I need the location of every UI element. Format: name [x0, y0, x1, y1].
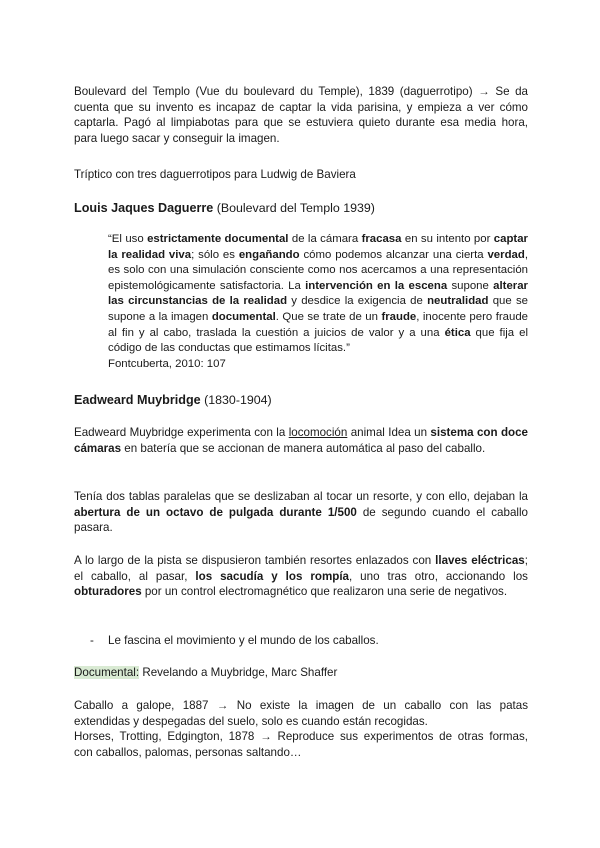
quote-text: de la cámara: [288, 233, 362, 245]
bold-text: abertura de un octavo de pulgada durante 1/500: [74, 505, 357, 519]
paragraph-boulevard-del-templo: [74, 84, 528, 147]
quote-bold: verdad: [487, 248, 525, 261]
text: Eadweard Muybridge experimenta con la: [74, 426, 289, 439]
text-line: para luego sacar y conseguir la imagen.: [74, 132, 280, 146]
quote-bold: engañando: [238, 248, 300, 261]
quote-bold: fracasa: [361, 233, 402, 245]
bullet-item: Le fascina el movimiento y el mundo de los caballos.: [108, 634, 379, 647]
text: por un control electromagnético que realizaron una serie de negativos.: [141, 585, 508, 599]
paragraph-pista: [74, 553, 528, 600]
bold-text: obturadores: [74, 585, 142, 599]
quote-text: supone: [447, 279, 494, 292]
text: en batería que se accionan de manera automática al paso del caballo.: [121, 441, 486, 455]
text-line: extendidas y despegadas del suelo, solo es cuando están recogidas.: [74, 714, 428, 728]
daguerre-subtitle: (Boulevard del Templo 1939): [216, 201, 375, 215]
muybridge-name: Eadweard Muybridge: [74, 393, 201, 407]
paragraph-triptych: Tríptico con tres daguerrotipos para Ludwig de Baviera: [74, 168, 356, 181]
text-line: Caballo a galope, 1887 → No existe la imagen de un caballo con las patas: [74, 699, 528, 712]
documentary-text: Revelando a Muybridge, Marc Shaffer: [139, 666, 338, 679]
bullet-dash: -: [90, 634, 94, 647]
bold-text: sistema con doce cámaras: [74, 426, 529, 455]
paragraph-muybridge-experiment: [74, 425, 528, 456]
quote-text: que fija el código de las conductas que estimamos lícitas.”: [108, 326, 528, 355]
text: Tenía dos tablas paralelas que se deslizaban al tocar un resorte, y con ello, dejaban la: [74, 490, 528, 503]
quote-text: en su intento por: [401, 233, 494, 245]
text-line: Horses, Trotting, Edgington, 1878 → Reproduce sus experimentos de otras formas,: [74, 730, 528, 744]
text-line: cuenta que su invento es incapaz de captar la vida parisina, y empieza a ver cómo: [74, 100, 528, 114]
text: ; el caballo, al pasar,: [74, 554, 528, 583]
quote-bold: alterar las circunstancias de la realidad: [108, 279, 528, 308]
quote-bold: neutralidad: [427, 295, 489, 308]
quote-bold: documental: [211, 310, 276, 323]
quote-bold: estrictamente documental: [147, 233, 289, 245]
text: animal Idea un: [347, 426, 431, 439]
text: , uno tras otro, accionando los: [349, 569, 528, 583]
text-line: captarla. Pagó al limpiabotas para que se estuviera quieto durante esa media hora,: [74, 116, 528, 130]
quote-text: y desdice la exigencia de: [287, 295, 428, 308]
quote-fontcuberta: [108, 232, 528, 372]
quote-citation: Fontcuberta, 2010: 107: [108, 357, 226, 370]
daguerre-name: Louis Jaques Daguerre: [74, 201, 214, 215]
quote-text: cómo podemos alcanzar una cierta: [299, 248, 488, 261]
quote-text: “El uso: [108, 233, 148, 245]
quote-text: , inocente pero fraude al fin y al cabo, traslada la cuestión a juicios de valor y a una: [108, 310, 528, 339]
muybridge-years: (1830-1904): [204, 393, 272, 407]
quote-bold: fraude: [381, 310, 417, 323]
text-line: Boulevard del Templo (Vue du boulevard du Temple), 1839 (daguerrotipo) → Se da: [74, 85, 528, 98]
quote-bold: ética: [444, 326, 471, 339]
text: de segundo cuando el caballo pasara.: [74, 505, 528, 535]
heading-muybridge: [74, 393, 528, 409]
bold-text: llaves eléctricas: [435, 554, 525, 567]
quote-text: . Que se trate de un: [275, 310, 382, 323]
bold-text: los sacudía y los rompía: [195, 569, 349, 583]
documentary-label: Documental:: [74, 666, 140, 679]
link-locomocion[interactable]: locomoción: [288, 426, 348, 439]
paragraph-horses: [74, 698, 528, 761]
quote-bold: captar la realidad viva: [108, 233, 528, 261]
quote-text: que se supone a la imagen: [108, 295, 528, 323]
text: A lo largo de la pista se dispusieron también resortes enlazados con: [74, 554, 436, 567]
quote-bold: intervención en la escena: [305, 279, 448, 292]
paragraph-documentary: [74, 665, 528, 681]
quote-text: ; sólo es: [191, 248, 239, 261]
text-line: con caballos, palomas, personas saltando…: [74, 746, 302, 760]
heading-daguerre: [74, 201, 528, 217]
paragraph-tablas: [74, 489, 528, 536]
quote-text: , es solo con una simulación consciente como nos acercamos a una representación epistemológicamente satisfactoria. La: [108, 248, 528, 292]
